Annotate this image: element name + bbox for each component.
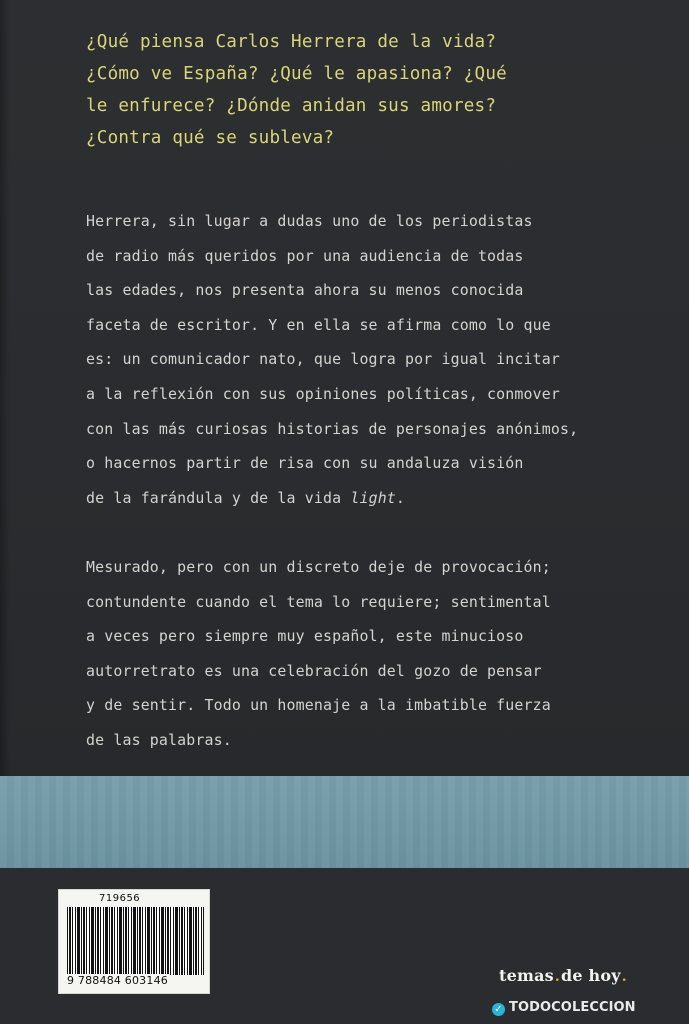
headline-questions [86,26,666,154]
barcode-bars [67,907,204,975]
paragraph-line: a veces pero siempre muy español, este minucioso [86,627,524,646]
paragraph-line: a la reflexión con sus opiniones políticas, conmover [86,384,560,403]
paragraph-line: de radio más queridos por una audiencia de todas [86,246,524,265]
blue-band [0,776,689,868]
paragraph-line: y de sentir. Todo un homenaje a la imbatible fuerza [86,696,551,715]
paragraph-last-line [86,481,666,516]
paragraph-line: autorretrato es una celebración del gozo de pensar [86,661,542,680]
paragraph-line: es: un comunicador nato, que logra por igual incitar [86,350,560,369]
publisher-name-part2: de hoy [560,966,621,985]
barcode [58,889,210,994]
headline-line: ¿Cómo ve España? ¿Qué le apasiona? ¿Qué [86,64,507,84]
publisher-logo [499,966,628,985]
paragraph-line: de las palabras. [86,730,232,749]
paragraph-line: contundente cuando el tema lo requiere; sentimental [86,592,551,611]
paragraph-line: o hacernos partir de risa con su andaluza visión [86,454,524,473]
check-icon: ✓ [492,1003,505,1016]
publisher-dot-end: . [621,969,627,985]
paragraph-line: Mesurado, pero con un discreto deje de provocación; [86,558,551,576]
barcode-top-code: 719656 [99,893,141,904]
watermark-text: TODOCOLECCION [509,1000,636,1015]
todocoleccion-watermark [492,1000,636,1016]
paragraph-line: con las más curiosas historias de personajes anónimos, [86,419,579,438]
paragraph-line: faceta de escritor. Y en ella se afirma como lo que [86,315,551,334]
description-paragraph-1 [86,204,666,515]
headline-line: le enfurece? ¿Dónde anidan sus amores? [86,96,497,116]
publisher-dot: . [554,969,560,985]
publisher-name-part1: temas [499,966,554,985]
paragraph-line: las edades, nos presenta ahora su menos conocida [86,281,524,300]
headline-line: ¿Contra qué se subleva? [86,128,335,148]
isbn-number: 9 788484 603146 [67,974,168,987]
description-paragraph-2 [86,550,666,758]
paragraph-period: . [395,488,406,507]
headline-line: ¿Qué piensa Carlos Herrera de la vida? [86,32,497,52]
paragraph-line: Herrera, sin lugar a dudas uno de los periodistas [86,212,533,230]
paragraph-line-text: de la farándula y de la vida [86,488,351,507]
italic-light-word: light [350,488,396,507]
